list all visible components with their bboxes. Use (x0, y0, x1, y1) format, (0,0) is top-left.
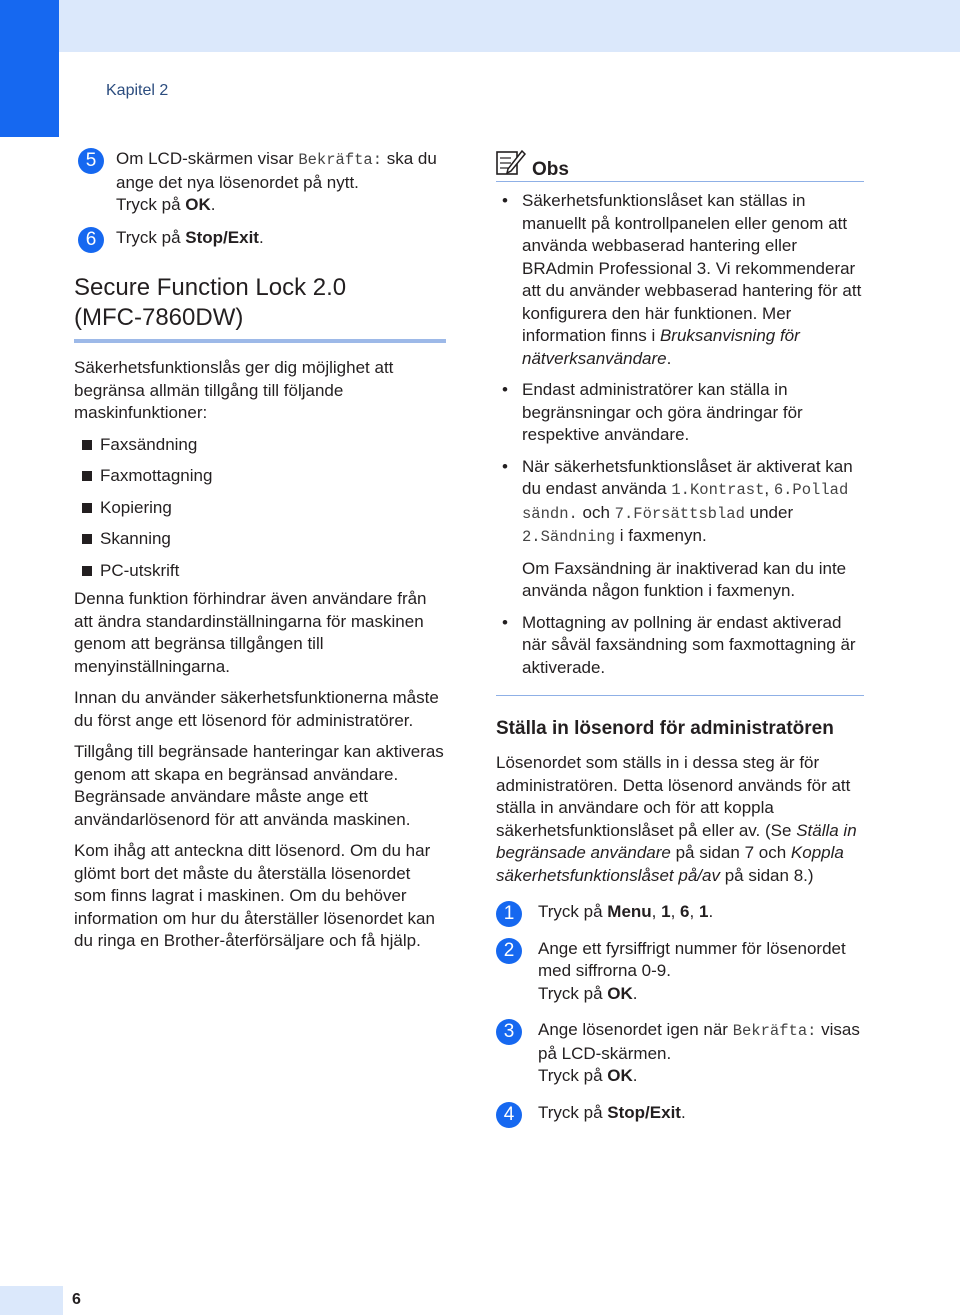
key-6: 6 (680, 902, 690, 921)
right-column (496, 155, 864, 1138)
step-number-4: 4 (496, 1102, 522, 1128)
list-item (74, 465, 446, 488)
step-text: Tryck på (116, 195, 186, 214)
step-text: . (708, 902, 714, 921)
note-text: Endast administratörer kan ställa in begränsningar och göra ändringar för respektive användare. (522, 380, 803, 444)
bullet-icon: • (502, 380, 508, 399)
key-1: 1 (661, 902, 671, 921)
step-text: . (632, 983, 638, 1003)
cross-reference: Ställa in begränsade användare (496, 820, 857, 862)
list-item-label: Faxsändning (100, 434, 198, 454)
step-text: , (670, 902, 681, 921)
paragraph: Innan du använder säkerhetsfunktionerna måste du först ange ett lösenord för administratörer. (74, 688, 439, 730)
list-item-label: Skanning (100, 529, 171, 548)
menu-code: 1.Kontrast (671, 481, 765, 499)
lcd-text: Bekräfta: (298, 151, 383, 169)
title-rule (74, 339, 446, 343)
note-text: under (744, 502, 794, 522)
step-5 (74, 148, 446, 217)
step-text: visas på LCD-skärmen. (538, 1020, 860, 1063)
square-bullet-icon (82, 503, 92, 513)
admin-step-1-text (538, 901, 864, 924)
manual-reference: Bruksanvisning för nätverksanvändare (522, 326, 800, 368)
left-column (74, 148, 446, 962)
step-text: Tryck på (538, 1102, 608, 1122)
note-item (496, 379, 864, 447)
page-number: 6 (72, 1291, 81, 1308)
note-title: Obs (532, 159, 569, 180)
step-text: Ange lösenordet igen när (538, 1020, 733, 1039)
list-item (74, 528, 446, 551)
intro-paragraph: Säkerhetsfunktionslås ger dig möjlighet att begränsa allmän tillgång till följande maskinfunktioner: (74, 358, 394, 422)
admin-step-1 (496, 901, 864, 924)
step-text: , (689, 902, 699, 921)
paragraph: Tillgång till begränsade hanteringar kan aktiveras genom att skapa en begränsad användare. Begränsade användare måste ange ett användarlösenord för att använda maskinen. (74, 742, 444, 829)
note-item (496, 190, 864, 370)
square-bullet-icon (82, 471, 92, 481)
step-number-1: 1 (496, 901, 522, 927)
list-item (74, 560, 446, 583)
header-band (59, 0, 960, 52)
cross-reference: Koppla säkerhetsfunktionslåset på/av (496, 843, 844, 885)
intro-text: på sidan 7 och (670, 843, 791, 862)
key-stop-exit: Stop/Exit (607, 1102, 681, 1122)
step-text: . (680, 1102, 686, 1122)
bullet-icon: • (502, 191, 508, 210)
key-menu: Menu (607, 902, 652, 921)
menu-code: 2.Sändning (522, 528, 616, 546)
step-text: Tryck på (538, 983, 608, 1003)
note-subparagraph: Om Faxsändning är inaktiverad kan du inte använda någon funktion i faxmenyn. (522, 558, 847, 600)
step-6-text (116, 227, 446, 250)
admin-step-2 (496, 938, 864, 1006)
note-item (496, 456, 864, 603)
step-text: Tryck på (116, 227, 186, 247)
step-number-5: 5 (78, 148, 104, 174)
section-title (74, 273, 446, 333)
bullet-icon: • (502, 456, 508, 476)
list-item-label: Faxmottagning (100, 466, 213, 485)
step-text: , (651, 902, 662, 921)
paragraph: Denna funktion förhindrar även användare från att ändra standardinställningarna för maskinen genom att begränsa tillgången till menyinställningarna. (74, 589, 427, 676)
step-text: Om LCD-skärmen visar (116, 149, 299, 168)
note-list (496, 190, 864, 679)
note-pencil-icon (496, 149, 526, 182)
key-ok: OK (607, 1066, 633, 1085)
menu-code: 7.Försättsblad (614, 504, 745, 523)
step-text: Tryck på (538, 902, 608, 921)
note-text: Säkerhetsfunktionslåset kan ställas in manuellt på kontrollpanelen eller genom att använda webbaserad hantering eller BRAdmin Professional 3. Vi rekommenderar att du använder webbaserad hantering för att konfigurera den här funktionen. Mer information finns i (522, 191, 862, 345)
note-item (496, 612, 864, 680)
step-text: . (258, 227, 264, 247)
step-text: Tryck på (538, 1066, 608, 1085)
note-text: Mottagning av pollning är endast aktiverad när såväl faxsändning som faxmottagning är aktiverade. (522, 612, 856, 677)
intro-text: på sidan 8.) (719, 865, 814, 885)
note-header (496, 155, 864, 182)
step-text: . (210, 195, 216, 214)
section-title-line2: (MFC-7860DW) (74, 304, 244, 331)
subsection-intro (496, 752, 864, 887)
chapter-label: Kapitel 2 (106, 82, 169, 99)
subsection-title: Ställa in lösenord för administratören (496, 718, 834, 739)
footer-band (0, 1286, 63, 1315)
admin-step-2-text (538, 938, 864, 1006)
admin-step-3 (496, 1019, 864, 1088)
step-text: ska du ange det nya lösenordet på nytt. (116, 149, 437, 192)
step-number-6: 6 (78, 227, 104, 253)
key-1: 1 (698, 902, 709, 921)
step-number-3: 3 (496, 1019, 522, 1045)
function-list (74, 434, 446, 583)
admin-step-3-text (538, 1019, 864, 1088)
section-title-line1: Secure Function Lock 2.0 (74, 274, 347, 301)
key-ok: OK (607, 983, 633, 1003)
menu-code: 6.Pollad sändn. (522, 481, 849, 523)
paragraph: Kom ihåg att anteckna ditt lösenord. Om du har glömt bort det måste du återställa lösenordet som finns lagrat i maskinen. Om du behöver information om hur du återställer lösenordet kan du ringa en Brother-återförsäljare och få hjälp. (74, 841, 435, 950)
square-bullet-icon (82, 440, 92, 450)
list-item (74, 497, 446, 520)
note-text: När säkerhetsfunktionslåset är aktiverat kan du endast använda (522, 456, 853, 498)
admin-step-4-text (538, 1102, 864, 1125)
note-text: . (666, 348, 672, 368)
intro-text: Lösenordet som ställs in i dessa steg är för administratören. Detta lösenord används för att ställa in användare och för att koppla säkerhetsfunktionslåset på eller av. (Se (496, 753, 851, 840)
step-text: Ange ett fyrsiffrigt nummer för lösenordet med siffrorna 0-9. (538, 938, 846, 980)
square-bullet-icon (82, 534, 92, 544)
lcd-text: Bekräfta: (732, 1022, 817, 1040)
step-text: . (632, 1066, 638, 1085)
key-ok: OK (185, 195, 211, 214)
step-number-2: 2 (496, 938, 522, 964)
note-text: i faxmenyn. (615, 526, 707, 545)
list-item-label: PC-utskrift (100, 560, 180, 580)
admin-step-4 (496, 1102, 864, 1125)
step-5-text (116, 148, 446, 217)
note-text: och (577, 502, 615, 522)
chapter-tab (0, 0, 59, 137)
square-bullet-icon (82, 566, 92, 576)
list-item-label: Kopiering (100, 497, 172, 517)
bullet-icon: • (502, 612, 508, 632)
note-end-rule (496, 695, 864, 696)
list-item (74, 434, 446, 457)
key-stop-exit: Stop/Exit (185, 227, 259, 247)
note-text: , (764, 479, 774, 498)
step-6 (74, 227, 446, 250)
